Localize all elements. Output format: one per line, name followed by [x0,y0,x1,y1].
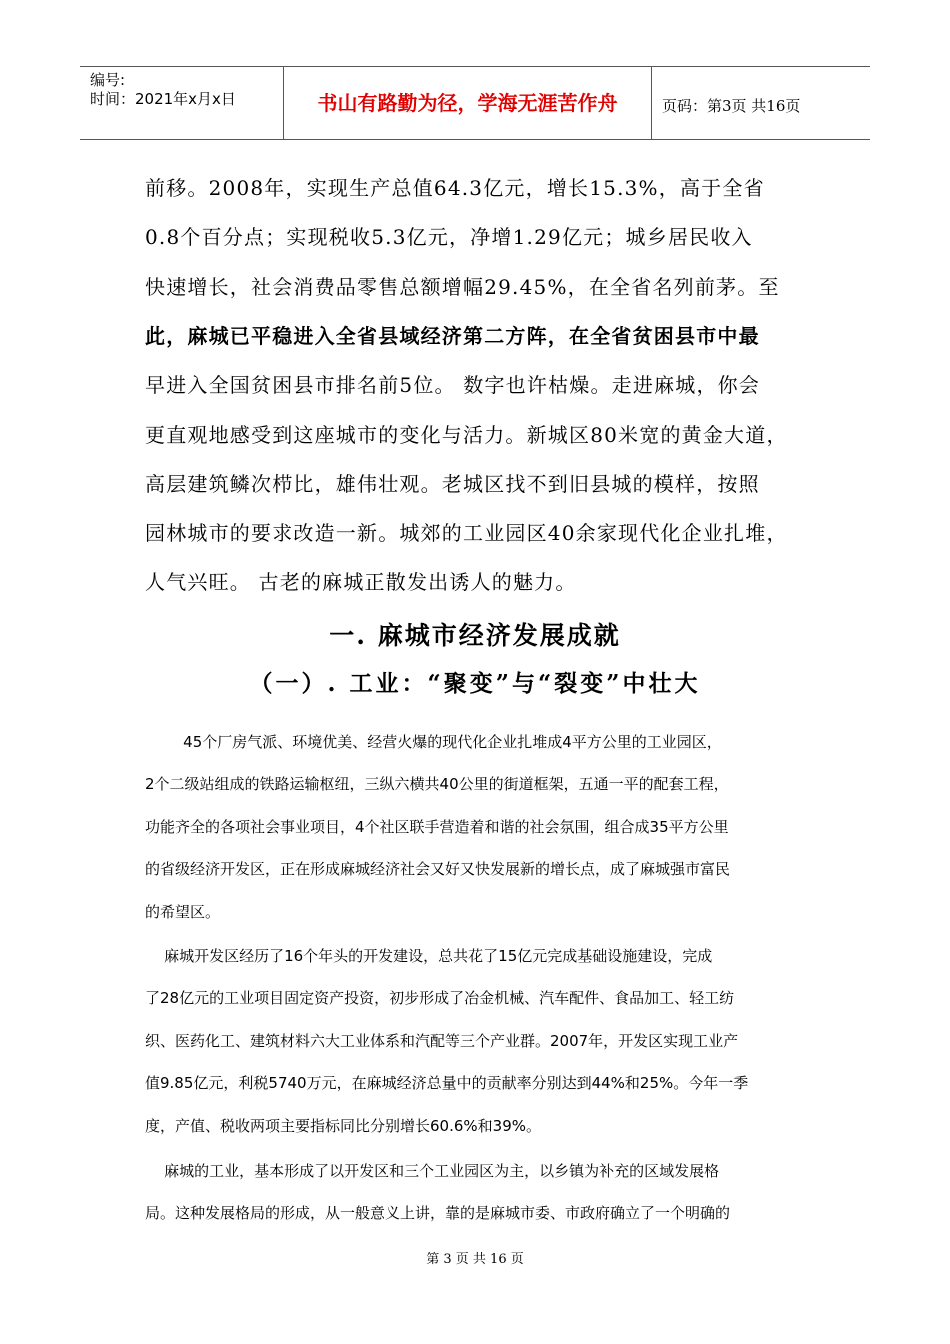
body-line: 麻城的工业，基本形成了以开发区和三个工业园区为主，以乡镇为补充的区域发展格 [145,1162,720,1180]
body-line: 值9.85亿元，利税5740万元，在麻城经济总量中的贡献率分别达到44%和25%。今年一季 [145,1074,749,1092]
body-line: 麻城开发区经历了16个年头的开发建设，总共花了15亿元完成基础设施建设，完成 [145,947,713,965]
intro-line: 更直观地感受到这座城市的变化与活力。新城区80米宽的黄金大道， [145,422,788,447]
body-line: 的希望区。 [145,903,221,921]
intro-line: 园林城市的要求改造一新。城郊的工业园区40余家现代化企业扎堆， [145,521,788,546]
page-footer: 第 3 页 共 16 页 [426,1252,524,1267]
intro-line: 人气兴旺。 古老的麻城正散发出诱人的魅力。 [145,570,577,595]
body-line: 度，产值、税收两项主要指标同比分别增长60.6%和39%。 [145,1117,541,1135]
header-meta [80,67,284,139]
header-page-info: 页码：第3页 共16页 [662,97,801,115]
number-label: 编号: [90,71,126,89]
intro-line: 早进入全国贫困县市排名前5位。 数字也许枯燥。走进麻城，你会 [145,373,761,398]
body-line: 局。这种发展格局的形成，从一般意义上讲，靠的是麻城市委、市政府确立了一个明确的 [145,1204,731,1222]
body-line: 织、医药化工、建筑材料六大工业体系和汽配等三个产业群。2007年，开发区实现工业产 [145,1032,739,1050]
intro-line: 前移。2008年，实现生产总值64.3亿元，增长15.3%，高于全省 [145,176,765,200]
section-title: 一. 麻城市经济发展成就 [329,621,621,650]
body-line: 45个厂房气派、环境优美、经营火爆的现代化企业扎堆成4平方公里的工业园区， [145,733,722,751]
subsection-title: （一）. 工业：“聚变”与“裂变”中壮大 [249,670,701,697]
page-header [80,66,870,140]
intro-line: 此，麻城已平稳进入全省县域经济第二方阵，在全省贫困县市中最 [145,323,760,348]
body-line: 功能齐全的各项社会事业项目，4个社区联手营造着和谐的社会氛围，组合成35平方公里 [145,818,729,836]
body-line: 的省级经济开发区，正在形成麻城经济社会又好又快发展新的增长点，成了麻城强市富民 [145,860,731,878]
intro-line: 快速增长，社会消费品零售总额增幅29.45%，在全省名列前茅。至 [145,274,780,299]
body-line: 了28亿元的工业项目固定资产投资，初步形成了冶金机械、汽车配件、食品加工、轻工纺 [145,989,735,1007]
time-label: 时间：2021年x月x日 [90,90,236,108]
header-motto: 书山有路勤为径，学海无涯苦作舟 [284,67,652,139]
intro-line: 高层建筑鳞次栉比，雄伟壮观。老城区找不到旧县城的模样，按照 [145,471,760,496]
intro-line: 0.8个百分点；实现税收5.3亿元，净增1.29亿元；城乡居民收入 [145,225,753,250]
body-line: 2个二级站组成的铁路运输枢纽，三纵六横共40公里的街道框架，五通一平的配套工程， [145,775,729,793]
